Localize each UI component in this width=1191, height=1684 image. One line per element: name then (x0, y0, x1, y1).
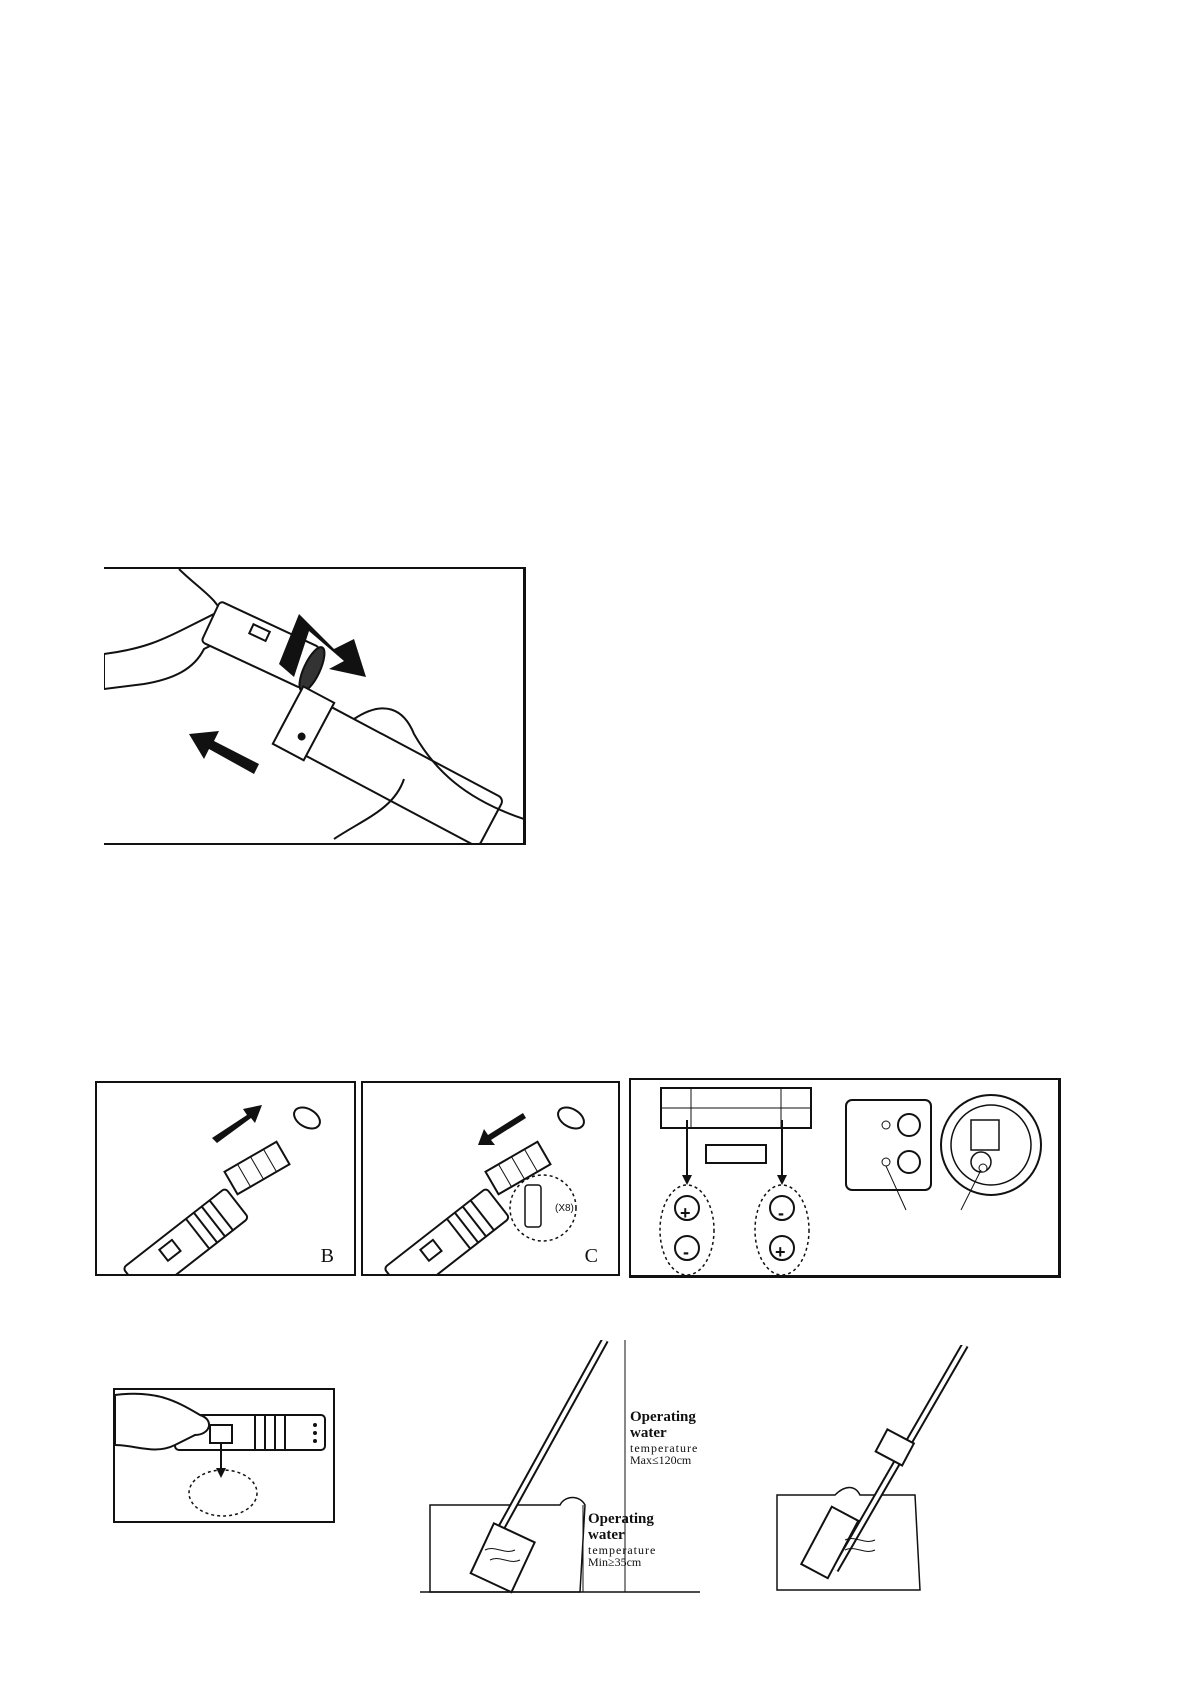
plus-symbol-2: + (775, 1242, 786, 1262)
pole-upright-in-water-icon (775, 1345, 975, 1593)
depth-max-value: Max≤120cm (630, 1453, 692, 1468)
battery-holder-polarity-icon (631, 1080, 1058, 1275)
step-label-b: B (320, 1245, 334, 1267)
figure-step-b (95, 1081, 356, 1276)
figure-battery-polarity (629, 1078, 1061, 1278)
depth-max-title-3: temperature (630, 1440, 699, 1455)
plus-symbol-1: + (680, 1203, 691, 1223)
pole-in-water-depth-icon (420, 1340, 720, 1595)
battery-count-label: (X8) (555, 1203, 574, 1214)
depth-max-title-1: Operating (630, 1409, 696, 1425)
insert-batteries-icon (363, 1083, 618, 1274)
depth-min-title-2: water (588, 1526, 625, 1543)
depth-max-label (630, 1410, 698, 1467)
figure-depth-limits (420, 1340, 720, 1595)
minus-symbol-1: - (683, 1242, 689, 1262)
depth-max-title-2: water (630, 1424, 667, 1441)
hands-twisting-handle-icon (104, 569, 526, 845)
figure-pole-upright (775, 1345, 975, 1593)
figure-step-c (361, 1081, 620, 1276)
figure-press-button (113, 1388, 335, 1523)
minus-symbol-2: - (778, 1203, 784, 1223)
step-label-c: C (584, 1245, 598, 1267)
open-battery-compartment-icon (97, 1083, 354, 1274)
depth-min-value: Min≥35cm (588, 1555, 642, 1570)
depth-min-title-1: Operating (588, 1511, 654, 1527)
depth-min-title-3: temperature (588, 1542, 657, 1557)
figure-remove-cap (104, 567, 526, 845)
depth-min-label (588, 1512, 656, 1569)
hand-press-button-icon (115, 1390, 333, 1521)
